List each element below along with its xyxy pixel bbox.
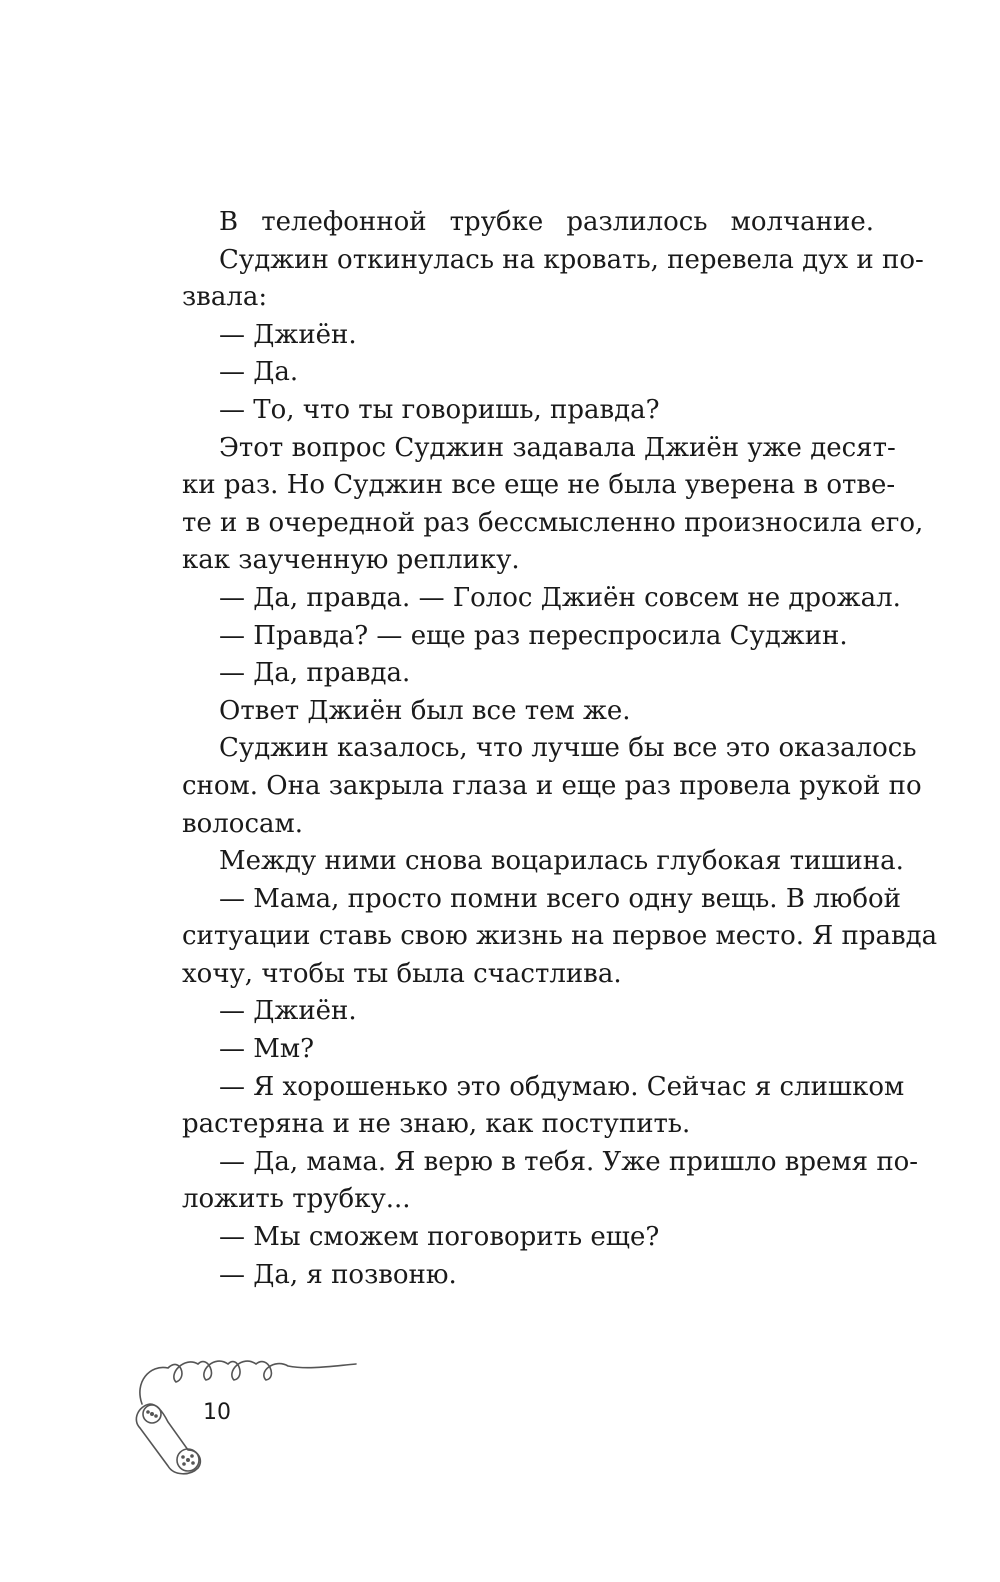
telephone-handset-icon [128,1342,368,1482]
text-line: — Правда? — еще раз переспросила Суджин. [219,620,848,651]
text-line: — Да, правда. [219,658,411,689]
body-text [182,204,938,1294]
text-line: ложить трубку... [182,1184,411,1215]
text-line: как заученную реплику. [182,545,520,576]
text-line: те и в очередной раз бессмысленно произносила его, [182,507,924,538]
text-line: Между ними снова воцарилась глубокая тишина. [219,846,904,877]
text-line: В телефонной трубке разлилось молчание. [219,207,874,237]
text-line: — То, что ты говоришь, правда? [219,394,660,425]
text-line: Этот вопрос Суджин задавала Джиён уже десят- [219,432,896,463]
text-line: ки раз. Но Суджин все еще не была уверена в отве- [182,470,896,501]
text-line: — Да, правда. — Голос Джиён совсем не дрожал. [219,582,901,613]
text-line: сном. Она закрыла глаза и еще раз провела рукой по [182,770,922,801]
text-line: звала: [182,282,268,313]
text-line: ситуации ставь свою жизнь на первое место. Я правда [182,921,938,952]
text-line: — Джиён. [219,319,357,350]
text-line: хочу, чтобы ты была счастлива. [182,958,622,989]
text-line: — Да, мама. Я верю в тебя. Уже пришло время по- [219,1146,919,1177]
text-line: — Мм? [219,1034,315,1065]
text-line: Суджин откинулась на кровать, перевела дух и по- [219,244,924,275]
handset-outline [136,1404,200,1474]
text-line: — Джиён. [219,996,357,1027]
phone-cord [140,1361,356,1404]
text-line: Ответ Джиён был все тем же. [219,695,631,726]
text-line: — Я хорошенько это обдумаю. Сейчас я слишком [219,1071,905,1102]
text-line: — Мы сможем поговорить еще? [219,1222,660,1253]
text-line: — Да. [219,357,299,388]
page-number: 10 [203,1400,231,1425]
text-line: Суджин казалось, что лучше бы все это оказалось [219,733,917,764]
text-line: волосам. [182,808,304,839]
text-line: растеряна и не знаю, как поступить. [182,1109,691,1140]
text-line: — Да, я позвоню. [219,1259,457,1290]
text-line: — Мама, просто помни всего одну вещь. В любой [219,883,901,914]
